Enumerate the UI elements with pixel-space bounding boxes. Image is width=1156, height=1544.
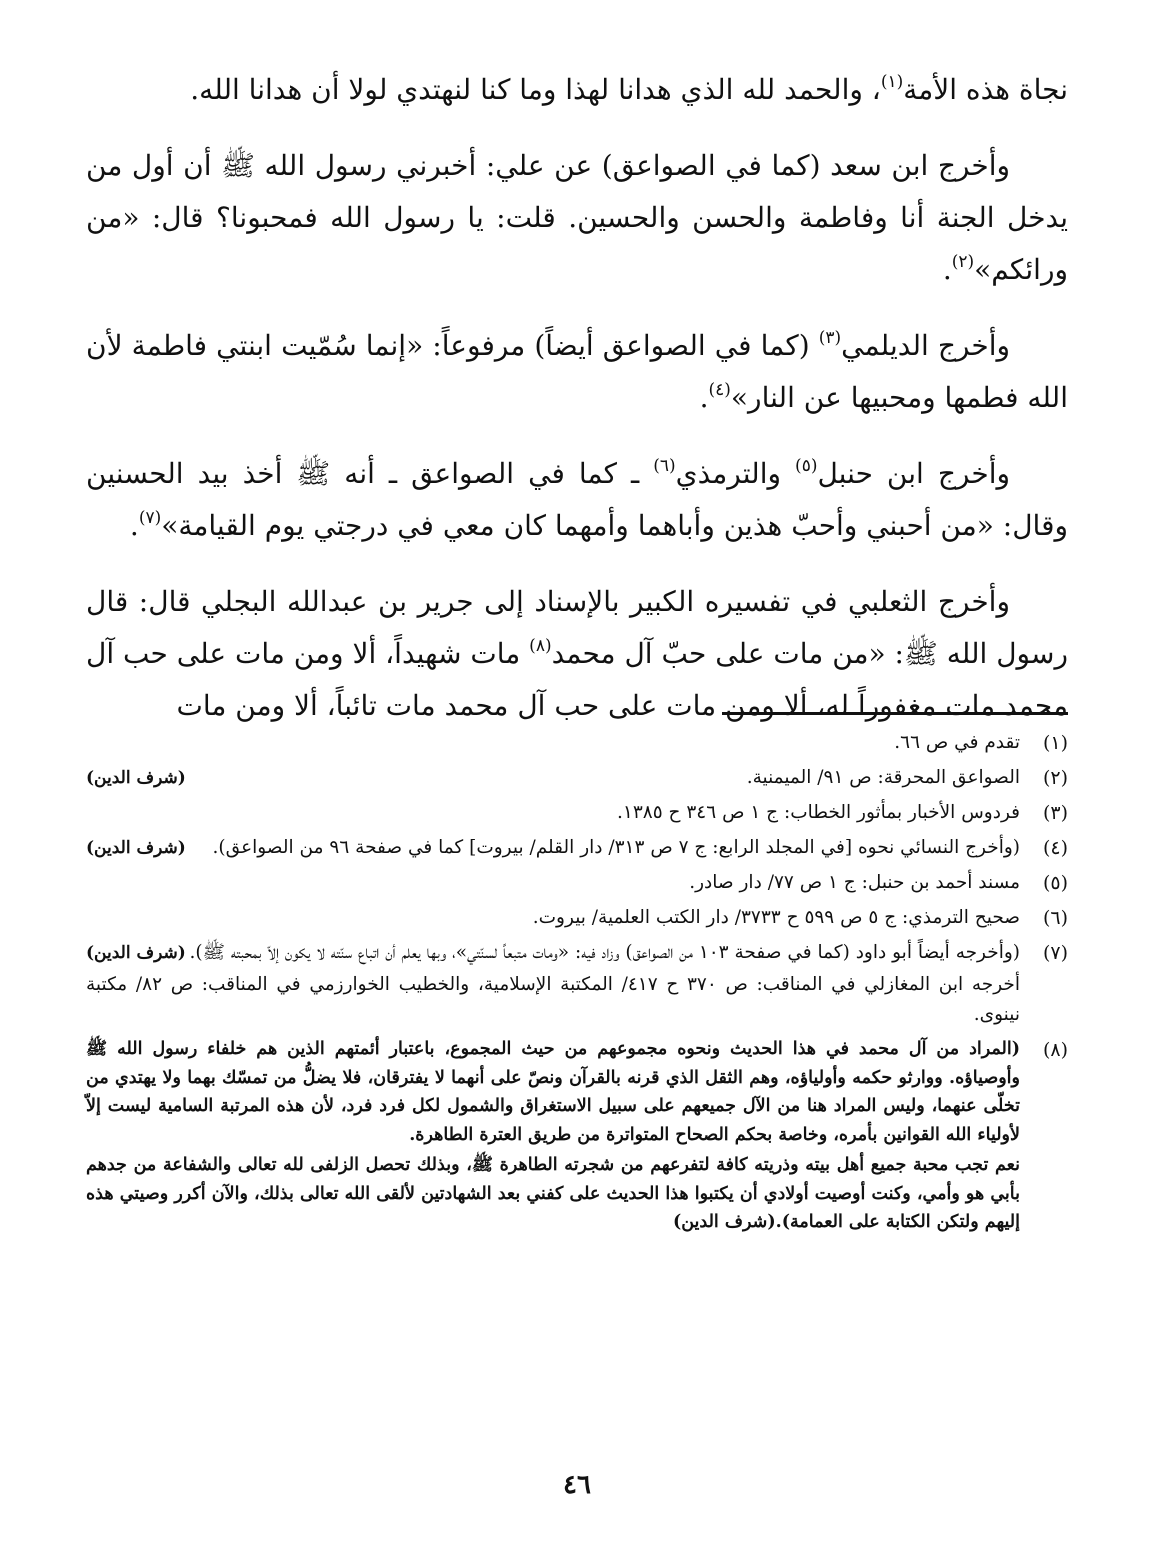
paragraph-text: مات شهيداً، ألا ومن مات على حب آل محمد مات مغفوراً له، ألا ومن مات على حب آل محمد مات تائباً، ألا ومن مات <box>86 637 1068 722</box>
footnote-body <box>86 938 1020 1030</box>
footnote-number: (٥) <box>1042 872 1068 894</box>
footnote-text: مسند أحمد بن حنبل: ج ١ ص ٧٧/ دار صادر. <box>689 872 1020 893</box>
footnote-6 <box>86 903 1068 933</box>
paragraph-text: نجاة هذه الأمة <box>903 73 1068 106</box>
paragraph-text: . <box>942 253 952 286</box>
footnote-ref: (٣) <box>818 327 842 348</box>
footnote-text: الصواعق المحرقة: ص ٩١/ الميمنية. <box>746 767 1020 788</box>
footnote-5 <box>86 868 1068 898</box>
footnote-number: (١) <box>1042 732 1068 754</box>
footnote-ref: (٥) <box>795 455 818 476</box>
footnote-ref: (٨) <box>529 635 552 656</box>
paragraph-text: ـ كما في الصواعق ـ أنه ﷺ أخذ بيد الحسنين وقال: «من أحبني وأحبّ هذين وأباهما وأمهما كان معي في درجتي يوم القيامة» <box>86 457 1068 542</box>
footnote-number: (٧) <box>1042 942 1068 964</box>
footnote-number: (٨) <box>1042 1039 1068 1061</box>
paragraph-5 <box>86 576 1068 732</box>
footnote-text: (وأخرج النسائي نحوه [في المجلد الرابع: ج ٧ ص ٣١٣/ دار القلم/ بيروت] كما في صفحة ٩٦ من الصواعق). <box>212 837 1020 858</box>
footnote-ref: (٦) <box>653 455 676 476</box>
footnote-body <box>86 763 1020 793</box>
footnote-text: (المراد من آل محمد في هذا الحديث ونحوه مجموعهم من حيث المجموع، باعتبار أئمتهم الذين هم خلفاء رسول الله ﷺ وأوصياؤه. ووارثو حكمه وأولياؤه، وهم الثقل الذي قرنه بالقرآن ونصّ على أنهما لا يفترقان، فلا يضلُّ من تمسّك بهما ولا يهتدي من تخلّى عنهما، وليس المراد هنا من الآل جميعهم على سبيل الاستغراق والشمول لكل فرد فرد، لأن هذه المرتبة السامية ليست إلاّ لأولياء الله القوانين بأمره، وخاصة بحكم الصحاح المتواترة من طريق العترة الطاهرة. <box>86 1039 1020 1145</box>
signature: (شرف الدين) <box>672 1212 776 1232</box>
footnote-ref: (٧) <box>138 507 162 528</box>
footnote-text: تقدم في ص ٦٦. <box>894 732 1020 753</box>
footnote-body <box>86 1035 1020 1237</box>
paragraph-4 <box>86 448 1068 552</box>
footnote-continuation <box>86 1151 1020 1237</box>
footnote-text: (وأخرجه أيضاً أبو داود (كما في صفحة ١٠٣ من الصواعق) وزاد فيه: «ومات متبعاً لسنّتي»، وبها يعلم أن اتباع سنّته لا يكون إلاّ بمحبته ﷺ). <box>189 942 1020 963</box>
footnote-continuation: أخرجه ابن المغازلي في المناقب: ص ٣٧٠ ح ٤١٧/ المكتبة الإسلامية، والخطيب الخوارزمي في المناقب: ص ٨٢/ مكتبة نينوى. <box>86 974 1020 1025</box>
footnote-1 <box>86 728 1068 758</box>
footnote-number: (٦) <box>1042 907 1068 929</box>
paragraph-text: وأخرج ابن حنبل <box>817 457 1010 490</box>
footnotes <box>86 728 1068 1242</box>
footnote-7 <box>86 938 1068 1030</box>
footnote-8 <box>86 1035 1068 1237</box>
footnote-ref: (٤) <box>708 379 731 400</box>
footnote-text: نعم تجب محبة جميع أهل بيته وذريته كافة لتفرعهم من شجرته الطاهرة ﷺ، وبذلك تحصل الزلفى لله تعالى والشفاعة من جدهم بأبي هو وأمي، وكنت أوصيت أولادي أن يكتبوا هذا الحديث على كفني بعد الشهادتين لألقى الله تعالى بذلك، والآن أكرر وصيتي هذه إليهم ولتكن الكتابة على العمامة). <box>86 1155 1020 1232</box>
footnote-4 <box>86 833 1068 863</box>
footnote-ref: (١) <box>880 71 904 92</box>
footnote-3 <box>86 798 1068 828</box>
paragraph-1 <box>86 64 1068 116</box>
footnote-number: (٢) <box>1042 767 1068 789</box>
paragraph-text: وأخرج ابن سعد (كما في الصواعق) عن علي: أخبرني رسول الله ﷺ أن أول من يدخل الجنة أنا وفاطمة والحسن والحسين. قلت: يا رسول الله فمحبونا؟ قال: «من ورائكم» <box>86 149 1068 286</box>
paragraph-text: . <box>129 509 139 542</box>
footnote-number: (٤) <box>1042 837 1068 859</box>
paragraph-text: ، والحمد لله الذي هدانا لهذا وما كنا لنهتدي لولا أن هدانا الله. <box>190 73 881 106</box>
footnote-2 <box>86 763 1068 793</box>
signature: (شرف الدين) <box>86 838 186 858</box>
signature: (شرف الدين) <box>86 768 186 788</box>
paragraph-text: . <box>699 381 709 414</box>
paragraph-3 <box>86 320 1068 424</box>
signature: (شرف الدين) <box>86 943 186 963</box>
main-text <box>86 64 1068 756</box>
footnote-text: فردوس الأخبار بمأثور الخطاب: ج ١ ص ٣٤٦ ح ١٣٨٥. <box>617 802 1020 823</box>
footnote-divider <box>722 712 1068 715</box>
footnote-number: (٣) <box>1042 802 1068 824</box>
footnote-body <box>86 833 1020 863</box>
paragraph-text: (كما في الصواعق أيضاً) مرفوعاً: «إنما سُمّيت ابنتي فاطمة لأن الله فطمها ومحبيها عن النار» <box>86 329 1068 414</box>
paragraph-text: وأخرج الديلمي <box>841 329 1010 362</box>
footnote-ref: (٢) <box>951 251 975 272</box>
paragraph-2 <box>86 140 1068 296</box>
paragraph-text: والترمذي <box>675 457 796 490</box>
page-number: ٤٦ <box>563 1470 591 1500</box>
paragraph-text: وأخرج الثعلبي في تفسيره الكبير بالإسناد إلى جرير بن عبدالله البجلي قال: قال رسول الله ﷺ: «من مات على حبّ آل محمد <box>86 585 1068 670</box>
footnote-text: صحيح الترمذي: ج ٥ ص ٥٩٩ ح ٣٧٣٣/ دار الكتب العلمية/ بيروت. <box>532 907 1020 928</box>
page-content <box>86 0 1068 1544</box>
